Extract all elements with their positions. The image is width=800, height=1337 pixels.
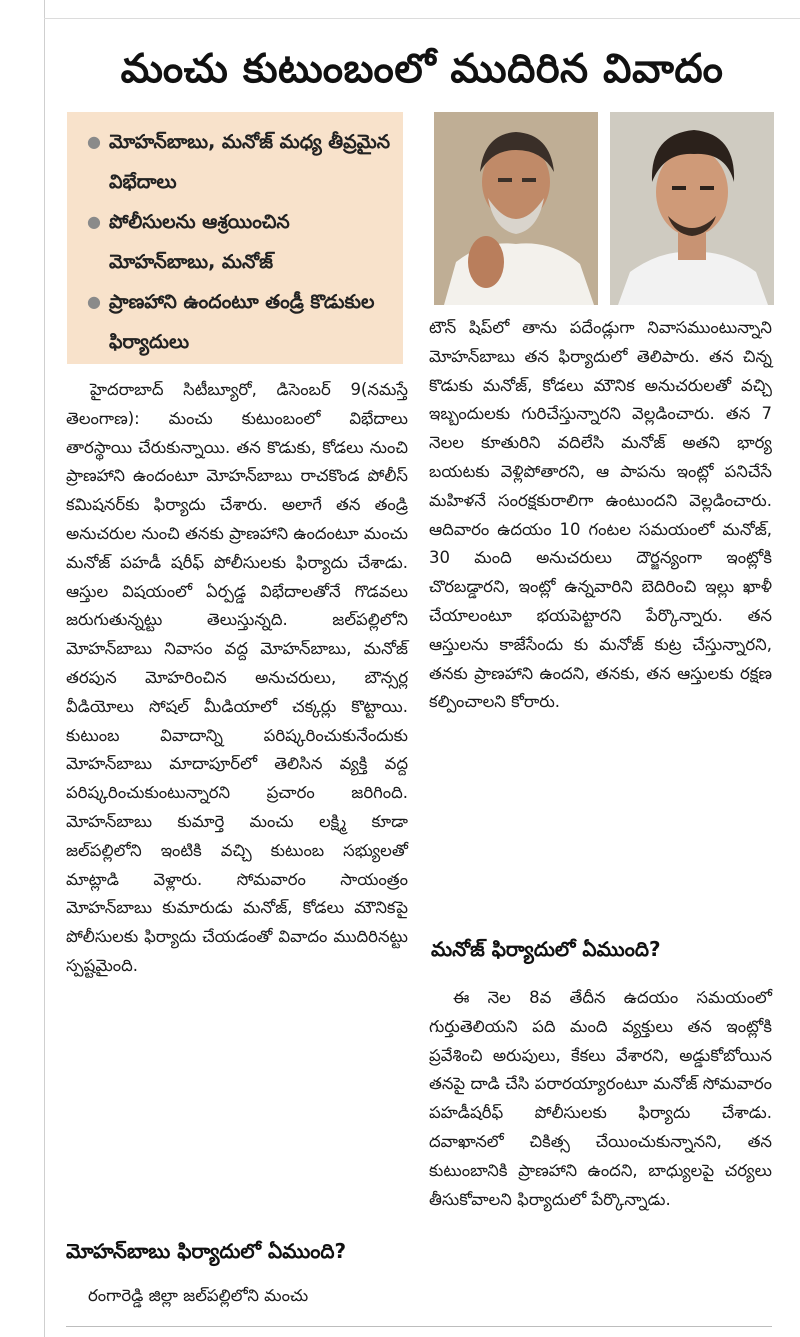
highlight-text: పోలీసులను ఆశ్రయించిన మోహన్‌బాబు, మనోజ్ (109, 211, 290, 273)
article-body-right-manoj: ఈ నెల 8వ తేదీన ఉదయం సమయంలో గుర్తుతెలియని పది మంది వ్యక్తులు తన ఇంట్లోకి ప్రవేశించి అరుపులు, కేకలు వేశారని, అడ్డుకోబోయిన తనపై దాడి చేసి పరారయ్యారంటూ మనోజ్ సోమవారం పహడీషరీఫ్ పోలీసులకు ఫిర్యాదు చేశాడు. దవాఖానలో చికిత్స చేయించుకున్నానని, తన కుటుంబానికి ప్రాణహాని ఉందని, బాధ్యులపై చర్యలు తీసుకోవాలని ఫిర్యాదులో పేర్కొన్నాడు. (429, 988, 772, 1209)
mohan-babu-photo (434, 112, 598, 305)
portrait-illustration-right (610, 112, 774, 305)
bullet-icon: ● (87, 292, 101, 311)
highlight-text: ప్రాణహాని ఉందంటూ తండ్రీ కొడుకుల ఫిర్యాదులు (109, 291, 375, 353)
bullet-icon: ● (87, 212, 101, 231)
article-body-left-continued: రంగారెడ్డి జిల్లా జల్‌పల్లిలోని మంచు (88, 1286, 309, 1305)
highlights-box (67, 112, 403, 364)
bullet-icon: ● (87, 132, 101, 151)
subhead-manoj-complaint: మనోజ్ ఫిర్యాదులో ఏముంది? (431, 937, 661, 961)
subhead-mohanbabu-complaint: మోహన్‌బాబు ఫిర్యాదులో ఏముంది? (66, 1239, 347, 1263)
highlight-item (87, 282, 393, 362)
highlight-item (87, 122, 393, 202)
highlight-item (87, 202, 393, 282)
bottom-divider (66, 1326, 772, 1327)
article-body-left: హైదరాబాద్ సిటీబ్యూరో, డిసెంబర్ 9(నమస్తే తెలంగాణ): మంచు కుటుంబంలో విభేదాలు తారస్థాయి చేరుకున్నాయి. తన కొడుకు, కోడలు నుంచి ప్రాణహాని ఉందంటూ మోహన్‌బాబు రాచకొండ పోలీస్ కమిషనర్‌కు ఫిర్యాదు చేశారు. అలాగే తన తండ్రి అనుచరుల నుంచి తనకు ప్రాణహాని ఉందంటూ మంచు మనోజ్ పహడీ షరీఫ్ పోలీసులకు ఫిర్యాదు చేశాడు. ఆస్తుల విషయంలో ఏర్పడ్డ విభేదాలతోనే గొడవలు జరుగుతున్నట్టు తెలుస్తున్నది. జల్‌పల్లిలోని మోహన్‌బాబు నివాసం వద్ద మోహన్‌బాబు, మనోజ్ తరపున మోహరించిన అనుచరులు, బౌన్సర్ల వీడియోలు సోషల్ మీడియాలో చక్కర్లు కొట్టాయి. కుటుంబ వివాదాన్ని పరిష్కరించుకునేందుకు మోహన్‌బాబు మాదాపూర్‌లో తెలిసిన వ్యక్తి వద్ద పరిష్కరించుకుంటున్నారని ప్రచారం జరిగింది. మోహన్‌బాబు కుమార్తె మంచు లక్ష్మి కూడా జల్‌పల్లిలోని ఇంటికి వచ్చి కుటుంబ సభ్యులతో మాట్లాడి వెళ్లారు. సోమవారం సాయంత్రం మోహన్‌బాబు కుమారుడు మనోజ్, కోడలు మౌనికపై పోలీసులకు ఫిర్యాదు చేయడంతో వివాదం ముదిరినట్టు స్పష్టమైంది. (66, 380, 408, 975)
column-divider (44, 0, 45, 1337)
portrait-illustration-left (434, 112, 598, 305)
headline: మంచు కుటుంబంలో ముదిరిన వివాదం (120, 46, 724, 92)
highlight-text: మోహన్‌బాబు, మనోజ్ మధ్య తీవ్రమైన విభేదాలు (109, 131, 391, 193)
article-body-right: టౌన్ షిప్‌లో తాను పదేండ్లుగా నివాసముంటున్నాని మోహన్‌బాబు తన ఫిర్యాదులో తెలిపారు. తన చిన్న కొడుకు మనోజ్, కోడలు మౌనిక అనుచరులతో వచ్చి ఇబ్బందులకు గురిచేస్తున్నారని వెల్లడించారు. తన 7 నెలల కూతురిని వదిలేసి మనోజ్ అతని భార్య బయటకు వెళ్లిపోతారని, ఆ పాపను ఇంట్లో పనిచేసే మహిళనే సంరక్షకురాలిగా ఉంటుందని వెల్లడించారు. ఆదివారం ఉదయం 10 గంటల సమయంలో మనోజ్, 30 మంది అనుచరులు దౌర్జన్యంగా ఇంట్లోకి చొరబడ్డారని, ఇంట్లో ఉన్నవారిని బెదిరించి ఇల్లు ఖాళీ చేయాలంటూ భయపెట్టారని పేర్కొన్నారు. తన ఆస్తులను కాజేసేందు కు మనోజ్ కుట్ర చేస్తున్నారని, తనకు ప్రాణహాని ఉందని, తనకు, తన ఆస్తులకు రక్షణ కల్పించాలని కోరారు. (429, 318, 772, 712)
manoj-photo (610, 112, 774, 305)
top-divider (44, 18, 800, 19)
